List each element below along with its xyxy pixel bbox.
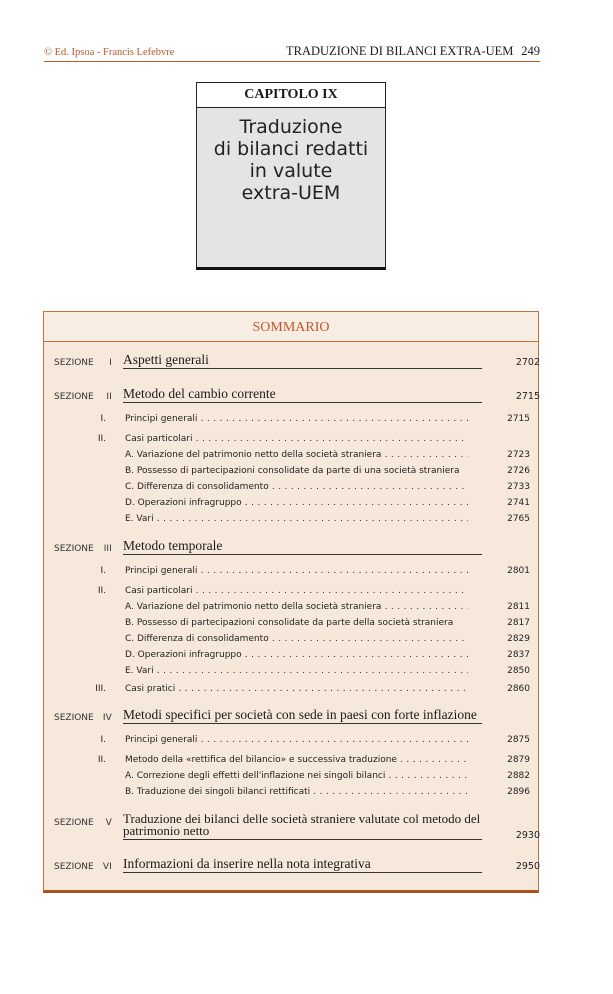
entry-page: 2875	[507, 735, 530, 745]
section-label	[54, 358, 112, 368]
section-roman: VI	[102, 862, 112, 872]
toc-entry	[44, 482, 530, 495]
toc-entry	[44, 602, 530, 615]
toc-entry	[44, 434, 530, 447]
toc-entry	[44, 771, 530, 784]
section-page: 2930	[515, 830, 540, 841]
entry-text: Casi particolari . . .	[125, 586, 468, 596]
entry-number: II.	[97, 434, 106, 444]
toc-entry	[44, 735, 530, 748]
section-word: SEZIONE	[54, 818, 94, 828]
entry-page: 2860	[507, 684, 530, 694]
page-number: 249	[521, 44, 540, 58]
toc-entry	[44, 586, 530, 599]
section-label	[54, 392, 112, 402]
toc-entry	[44, 666, 530, 679]
section-roman: I	[109, 358, 112, 368]
toc-entry	[44, 755, 530, 768]
toc-entry	[44, 787, 530, 800]
section-page: 2950	[515, 861, 540, 872]
chapter-title-line: Traduzione	[239, 116, 343, 138]
entry-page: 2801	[507, 566, 530, 576]
entry-text: B. Traduzione dei singoli bilanci rettificati . . .	[125, 787, 468, 797]
entry-text: A. Variazione del patrimonio netto della società straniera . . .	[125, 602, 468, 612]
publisher-credit: © Ed. Ipsoa - Francis Lefebvre	[44, 47, 175, 58]
toc-entry	[44, 414, 530, 427]
section-label	[54, 862, 112, 872]
running-title: TRADUZIONE DI BILANCI EXTRA-UEM	[286, 44, 514, 58]
section-label	[54, 713, 112, 723]
entry-text: B. Possesso di partecipazioni consolidate da parte della società straniera	[125, 618, 454, 628]
entry-page: 2765	[507, 514, 530, 524]
header-rule	[44, 61, 540, 62]
entry-page: 2811	[507, 602, 530, 612]
entry-page: 2741	[507, 498, 530, 508]
section-word: SEZIONE	[54, 862, 94, 872]
section-roman: IV	[102, 713, 112, 723]
entry-text: Casi pratici . . .	[125, 684, 468, 694]
chapter-box	[196, 82, 386, 270]
entry-page: 2723	[507, 450, 530, 460]
section-title: Metodo temporale	[123, 539, 482, 555]
entry-page: 2733	[507, 482, 530, 492]
entry-page: 2817	[507, 618, 530, 628]
chapter-title-line: di bilanci redatti	[213, 138, 369, 160]
section-title: Aspetti generali	[123, 353, 482, 369]
entry-number: II.	[97, 755, 106, 765]
entry-text: C. Differenza di consolidamento . . .	[125, 482, 468, 492]
section-label	[54, 544, 112, 554]
entry-text: E. Vari . . .	[125, 514, 468, 524]
chapter-label: CAPITOLO IX	[197, 83, 385, 108]
sommario-box	[43, 311, 539, 893]
entry-text: A. Correzione degli effetti dell'inflazione nei singoli bilanci . . .	[125, 771, 468, 781]
toc-entry	[44, 514, 530, 527]
entry-page: 2829	[507, 634, 530, 644]
section-label	[54, 818, 112, 828]
toc-entry	[44, 450, 530, 463]
entry-number: I.	[100, 735, 106, 745]
section-roman: V	[105, 818, 112, 828]
toc-entry	[44, 566, 530, 579]
section-title: Metodi specifici per società con sede in paesi con forte inflazione	[123, 708, 482, 724]
entry-page: 2726	[507, 466, 530, 476]
chapter-title-line: in valute	[249, 160, 333, 182]
section-roman: II	[106, 392, 112, 402]
entry-text: A. Variazione del patrimonio netto della società straniera . . .	[125, 450, 468, 460]
chapter-title	[197, 116, 385, 204]
section-page: 2702	[515, 357, 540, 368]
entry-number: I.	[100, 414, 106, 424]
section-word: SEZIONE	[54, 544, 94, 554]
entry-page: 2896	[507, 787, 530, 797]
toc-entry	[44, 684, 530, 697]
toc-entry	[44, 466, 530, 479]
toc-entry	[44, 618, 530, 631]
entry-text: Principi generali . . .	[125, 735, 468, 745]
toc-entry	[44, 650, 530, 663]
entry-page: 2882	[507, 771, 530, 781]
section-roman: III	[103, 544, 112, 554]
entry-text: Principi generali . . .	[125, 414, 468, 424]
entry-number: I.	[100, 566, 106, 576]
entry-text: Metodo della «rettifica del bilancio» e successiva traduzione . . .	[125, 755, 468, 765]
entry-text: E. Vari . . .	[125, 666, 468, 676]
entry-text: D. Operazioni infragruppo . . .	[125, 498, 468, 508]
entry-page: 2850	[507, 666, 530, 676]
entry-page: 2837	[507, 650, 530, 660]
entry-number: III.	[95, 684, 106, 694]
entry-text: C. Differenza di consolidamento . . .	[125, 634, 468, 644]
section-page: 2715	[515, 391, 540, 402]
section-word: SEZIONE	[54, 358, 94, 368]
sommario-heading: SOMMARIO	[44, 312, 538, 342]
entry-number: II.	[97, 586, 106, 596]
entry-page: 2879	[507, 755, 530, 765]
section-word: SEZIONE	[54, 392, 94, 402]
entry-page: 2715	[507, 414, 530, 424]
toc-entry	[44, 634, 530, 647]
entry-text: Principi generali . . .	[125, 566, 468, 576]
section-title: Metodo del cambio corrente	[123, 387, 482, 403]
entry-text: Casi particolari . . .	[125, 434, 468, 444]
chapter-title-line: extra-UEM	[241, 182, 341, 204]
section-title: Informazioni da inserire nella nota integrativa	[123, 857, 482, 873]
entry-text: D. Operazioni infragruppo . . .	[125, 650, 468, 660]
entry-text: B. Possesso di partecipazioni consolidate da parte di una società straniera	[125, 466, 460, 476]
section-title: Traduzione dei bilanci delle società straniere valutate col metodo del patrimonio netto	[123, 811, 481, 838]
section-word: SEZIONE	[54, 713, 94, 723]
toc-entry	[44, 498, 530, 511]
